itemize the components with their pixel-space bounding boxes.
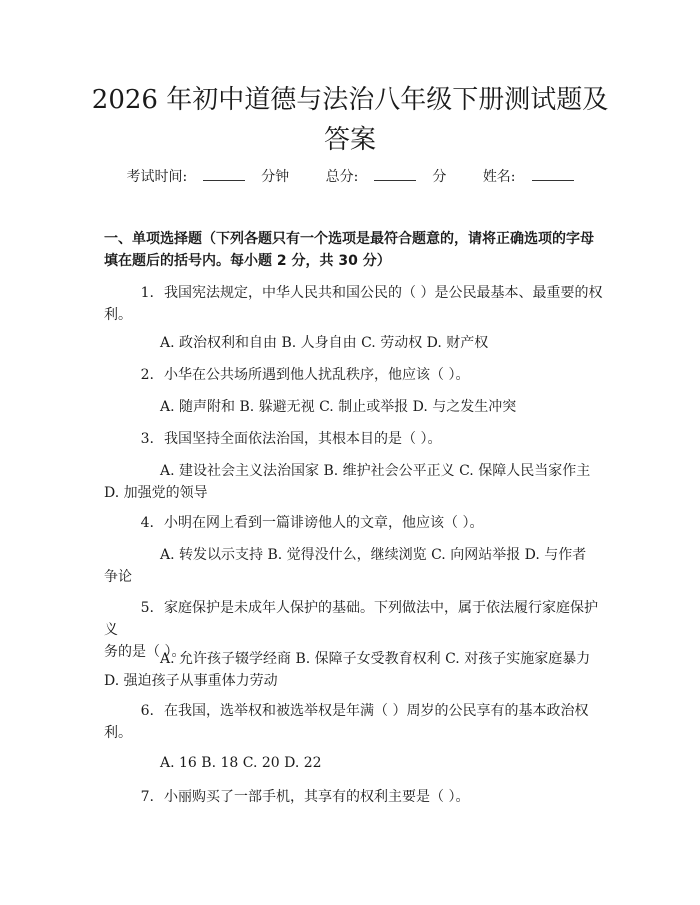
exam-score [318, 169, 455, 185]
question-text: 在我国，选举权和被选举权是年满（ ）周岁的公民享有的基本政治权 [164, 703, 589, 719]
section-heading-line1: 一、单项选择题（下列各题只有一个选项是最符合题意的，请将正确选项的字母 [104, 231, 594, 247]
question-number: 2. [140, 367, 154, 383]
question-text: 小丽购买了一部手机，其享有的权利主要是（ ）。 [164, 789, 470, 805]
section-heading [104, 228, 604, 272]
options-text: A. 政治权利和自由 B. 人身自由 C. 劳动权 D. 财产权 [160, 335, 489, 351]
options-text: A. 16 B. 18 C. 20 D. 22 [160, 755, 322, 771]
question-6-stem [104, 700, 604, 744]
question-text: 小明在网上看到一篇诽谤他人的文章，他应该（ ）。 [164, 515, 484, 531]
question-number: 6. [140, 703, 154, 719]
question-1-stem [104, 282, 604, 326]
question-text: 我国宪法规定，中华人民共和国公民的（ ）是公民最基本、最重要的权 [164, 285, 603, 301]
question-4-options [104, 544, 604, 588]
exam-score-label: 总分: [325, 169, 359, 185]
exam-time [118, 169, 297, 185]
section-heading-line2: 填在题后的括号内。每小题 2 分，共 30 分） [104, 253, 391, 269]
options-text: A. 转发以示支持 B. 觉得没什么，继续浏览 C. 向网站举报 D. 与作者 [160, 547, 587, 563]
options-text-cont: D. 加强党的领导 [104, 485, 208, 501]
question-5-options [104, 648, 604, 692]
exam-score-unit: 分 [432, 169, 447, 185]
question-2-stem [104, 364, 604, 386]
question-6-options [104, 752, 604, 774]
question-text: 小华在公共场所遇到他人扰乱秩序，他应该（ ）。 [164, 367, 470, 383]
exam-name [475, 169, 582, 185]
question-text-cont: 务的是（ ）。 [104, 644, 186, 660]
question-number: 1. [140, 285, 154, 301]
exam-name-label: 姓名: [482, 169, 516, 185]
question-text: 家庭保护是未成年人保护的基础。下列做法中，属于依法履行家庭保护义 [104, 600, 598, 638]
exam-time-blank[interactable] [203, 168, 245, 181]
question-number: 3. [140, 431, 154, 447]
question-2-options [104, 396, 604, 418]
question-4-stem [104, 512, 604, 534]
page-title-line2: 答案 [323, 125, 376, 155]
exam-name-blank[interactable] [532, 168, 574, 181]
question-text: 我国坚持全面依法治国，其根本目的是（ ）。 [164, 431, 442, 447]
question-1-options [104, 332, 604, 354]
question-3-stem [104, 428, 604, 450]
question-text-cont: 利。 [104, 307, 132, 323]
exam-time-label: 考试时间: [126, 169, 188, 185]
question-3-options [104, 460, 604, 504]
options-text-cont: 争论 [104, 569, 132, 585]
question-text-cont: 利。 [104, 725, 132, 741]
options-text: A. 建设社会主义法治国家 B. 维护社会公平正义 C. 保障人民当家作主 [160, 463, 591, 479]
options-text: A. 随声附和 B. 躲避无视 C. 制止或举报 D. 与之发生冲突 [160, 399, 517, 415]
question-number: 7. [140, 789, 154, 805]
question-number: 4. [140, 515, 154, 531]
question-number: 5. [140, 600, 154, 616]
question-7-stem [104, 786, 604, 808]
page-title: 2026 年初中道德与法治八年级下册测试题及 [91, 85, 609, 115]
exam-meta [0, 166, 700, 186]
exam-time-unit: 分钟 [261, 169, 290, 185]
exam-score-blank[interactable] [374, 168, 416, 181]
options-text-cont: D. 强迫孩子从事重体力劳动 [104, 673, 278, 689]
options-text: A. 允许孩子辍学经商 B. 保障子女受教育权利 C. 对孩子实施家庭暴力 [160, 651, 591, 667]
